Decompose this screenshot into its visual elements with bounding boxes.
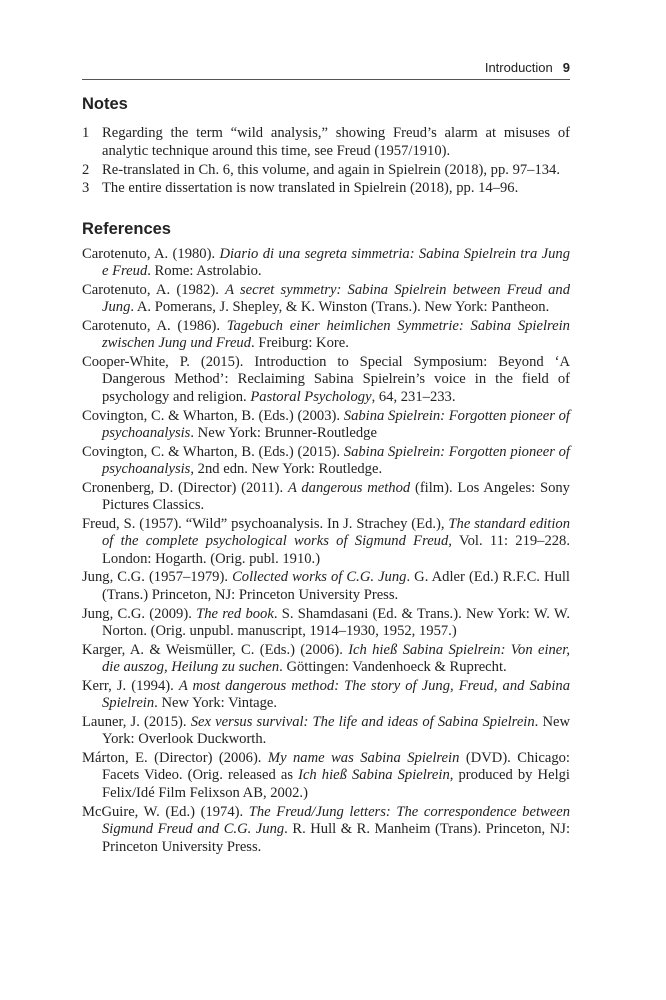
running-header	[82, 59, 570, 80]
reference-item	[82, 444, 570, 479]
reference-title: My name was Sabina Spielrein	[267, 749, 460, 766]
reference-item	[82, 408, 570, 443]
reference-text: Carotenuto, A. (1980).	[82, 245, 220, 262]
references-heading: References	[82, 219, 171, 238]
notes-list	[82, 124, 570, 198]
note-item	[82, 179, 570, 197]
reference-text: Márton, E. (Director) (2006).	[82, 749, 268, 766]
reference-text: Covington, C. & Wharton, B. (Eds.) (2003).	[82, 407, 344, 424]
reference-text: . New York: Brunner-Routledge	[190, 425, 377, 442]
reference-text: (DVD). Chicago: Facets Video. (Orig. released as	[102, 749, 570, 784]
reference-text: Freud, S. (1957). “Wild” psychoanalysis. In J. Strachey (Ed.),	[82, 515, 449, 532]
reference-text: . Göttingen: Vandenhoeck & Ruprecht.	[279, 659, 507, 676]
reference-text: . New York: Overlook Duckworth.	[102, 713, 571, 748]
reference-title: A dangerous method	[287, 479, 411, 496]
reference-title: Diario di una segreta simmetria: Sabina Spielrein tra Jung e Freud	[102, 245, 570, 280]
note-number: 1	[82, 125, 90, 141]
note-number: 2	[82, 161, 90, 178]
reference-text: McGuire, W. (Ed.) (1974).	[82, 803, 249, 820]
reference-title: Pastoral Psychology	[250, 389, 372, 406]
reference-text: Cooper-White, P. (2015). Introduction to Special Symposium: Beyond ‘A Dangerous Method’: Reclaiming Sabina Spielrein’s voice in the field of psychology and religion.	[82, 353, 570, 406]
note-item	[82, 161, 570, 179]
reference-text: Carotenuto, A. (1986).	[82, 317, 227, 334]
reference-item	[82, 516, 570, 569]
reference-text: . R. Hull & R. Manheim (Trans). Princeton, NJ: Princeton University Press.	[102, 821, 571, 855]
note-text: The entire dissertation is now translated in Spielrein (2018), pp. 14–96.	[102, 180, 519, 197]
reference-title: Sabina Spielrein: Forgotten pioneer of psychoanalysis	[102, 407, 570, 442]
reference-item	[82, 678, 570, 713]
reference-item	[82, 750, 570, 803]
reference-text: , 64, 231–233.	[371, 389, 456, 406]
reference-text: Jung, C.G. (1957–1979).	[82, 569, 233, 586]
notes-heading: Notes	[82, 95, 128, 113]
reference-text: . Rome: Astrolabio.	[147, 263, 262, 280]
reference-item	[82, 282, 570, 317]
note-item	[82, 124, 570, 161]
running-header-section: Introduction	[484, 60, 553, 75]
note-number: 3	[82, 180, 90, 197]
reference-text: , 2nd edn. New York: Routledge.	[190, 461, 383, 478]
reference-text: Kerr, J. (1994).	[82, 677, 179, 694]
reference-text: . New York: Vintage.	[154, 695, 278, 712]
reference-item	[82, 714, 570, 749]
references-list	[82, 246, 570, 857]
reference-item	[82, 318, 570, 353]
reference-text: . G. Adler (Ed.) R.F.C. Hull (Trans.) Princeton, NJ: Princeton University Press.	[102, 569, 570, 604]
reference-title: Sex versus survival: The life and ideas of Sabina Spielrein	[190, 713, 535, 730]
note-text: Re-translated in Ch. 6, this volume, and again in Spielrein (2018), pp. 97–134.	[102, 161, 561, 178]
reference-item	[82, 606, 570, 641]
reference-text: Launer, J. (2015).	[82, 713, 191, 730]
reference-item	[82, 480, 570, 515]
reference-text: , produced by Helgi Felix/Idé Film Felixson AB, 2002.)	[102, 767, 570, 802]
reference-title: Sabina Spielrein: Forgotten pioneer of psychoanalysis	[102, 443, 570, 478]
reference-title: The standard edition of the complete psychological works of Sigmund Freud,	[102, 515, 570, 550]
reference-item	[82, 246, 570, 281]
reference-title: The Freud/Jung letters: The correspondence between Sigmund Freud and C.G. Jung	[102, 803, 570, 838]
reference-text: . S. Shamdasani (Ed. & Trans.). New York: W. W. Norton. (Orig. unpubl. manuscript, 1914–1930, 1952, 1957.)	[102, 605, 570, 640]
reference-text: . A. Pomerans, J. Shepley, & K. Winston (Trans.). New York: Pantheon.	[130, 299, 550, 316]
reference-text: Vol. 11: 219–228. London: Hogarth. (Orig. publ. 1910.)	[102, 533, 570, 567]
reference-title: Ich hieß Sabina Spielrein	[298, 767, 450, 784]
reference-title: A most dangerous method: The story of Jung, Freud, and Sabina Spielrein	[102, 677, 570, 712]
reference-item	[82, 804, 570, 857]
reference-text: Jung, C.G. (2009).	[82, 605, 197, 622]
reference-title: Collected works of C.G. Jung	[232, 569, 407, 586]
reference-text: Covington, C. & Wharton, B. (Eds.) (2015).	[82, 443, 344, 460]
reference-text: (film). Los Angeles: Sony Pictures Classics.	[102, 479, 570, 514]
reference-title: Tagebuch einer heimlichen Symmetrie: Sabina Spielrein zwischen Jung und Freud	[102, 317, 570, 352]
reference-item	[82, 569, 570, 604]
reference-title: The red book	[196, 605, 274, 622]
reference-item	[82, 642, 570, 677]
page-number: 9	[562, 60, 570, 75]
note-text: Regarding the term “wild analysis,” showing Freud’s alarm at misuses of analytic technique around this time, see Freud (1957/1910).	[102, 125, 570, 160]
page-content	[82, 93, 570, 857]
reference-text: Karger, A. & Weismüller, C. (Eds.) (2006).	[82, 641, 349, 658]
reference-item	[82, 354, 570, 407]
reference-title: Ich hieß Sabina Spielrein: Von einer, die auszog, Heilung zu suchen	[102, 641, 570, 676]
reference-text: Carotenuto, A. (1982).	[82, 281, 226, 298]
reference-title: A secret symmetry: Sabina Spielrein between Freud and Jung	[102, 281, 570, 316]
reference-text: Cronenberg, D. (Director) (2011).	[82, 479, 288, 496]
reference-text: . Freiburg: Kore.	[251, 335, 349, 352]
